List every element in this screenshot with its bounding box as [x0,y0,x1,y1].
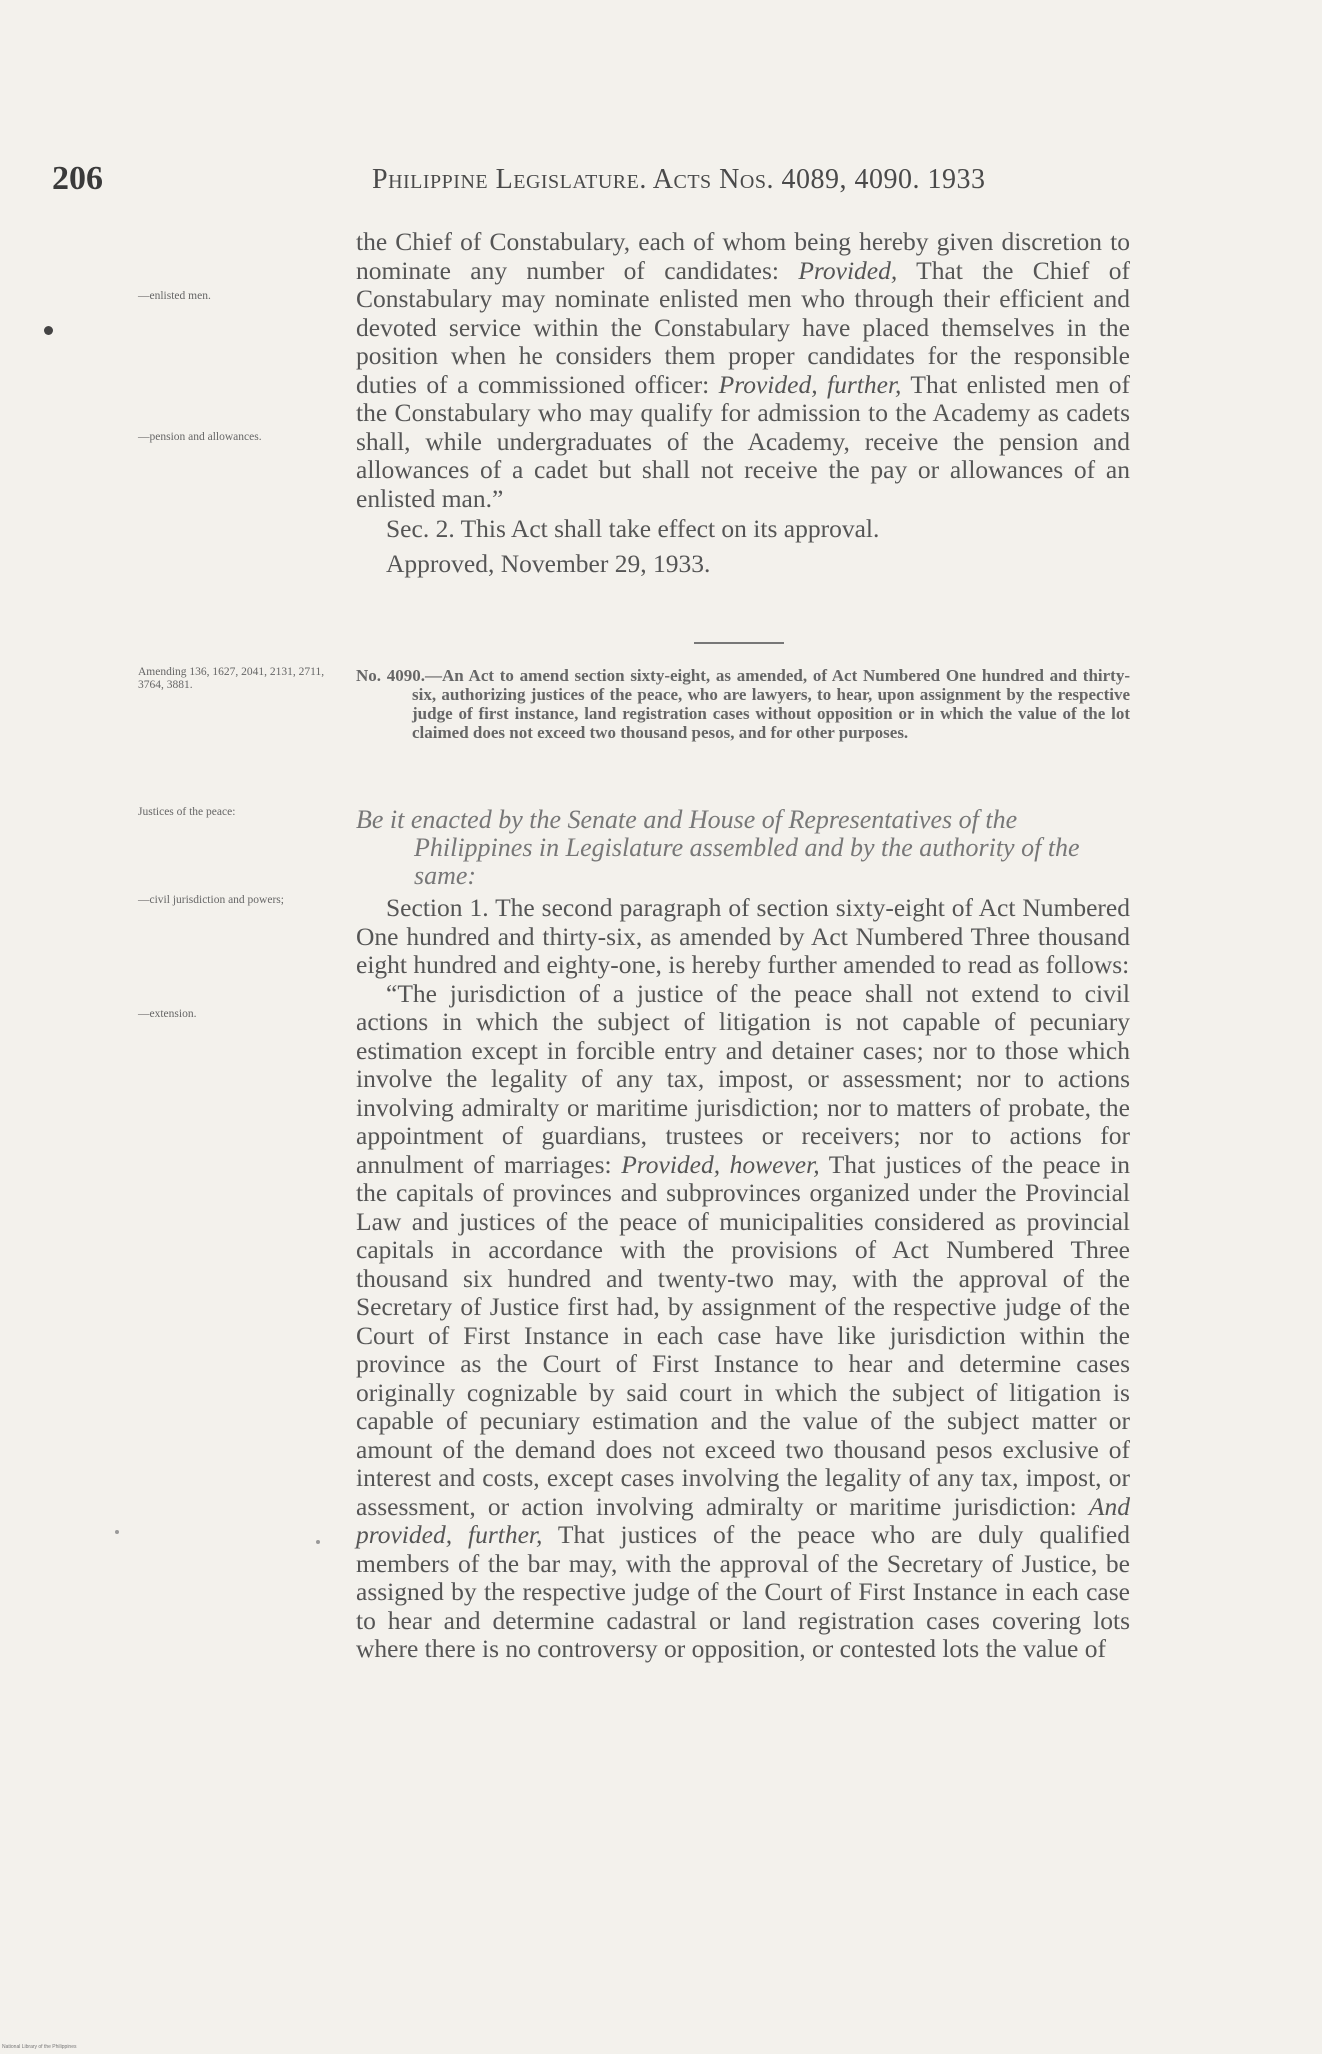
margin-note-extension: —extension. [138,1008,197,1020]
margin-note-justices: Justices of the peace: [138,806,236,818]
enacting-clause-text: Be it enacted by the Senate and House of Representatives of the Philippines in Legislature assembled and by the authority of the same: [356,805,1080,890]
act-4090-body [356,894,1130,1664]
act-4089-sec2: Sec. 2. This Act shall take effect on its approval. [386,514,880,543]
enacting-clause [356,806,1130,890]
archive-stamp: National Library of the Philippines [2,2044,77,2050]
act-4089-para1: the Chief of Constabulary, each of whom being hereby given discretion to nominate any number of candidates: [356,227,1130,285]
margin-note-pension: —pension and allowances. [138,431,262,443]
section-divider [694,642,784,644]
scan-speck [44,326,53,335]
margin-note-enlisted-men: —enlisted men. [138,290,211,302]
proviso1-text: That the Chief of Constabulary may nominate enlisted men who through their efficient and devoted service within the Constabulary have placed themselves in the position when he considers them proper candidates for the responsible duties of a commissioned officer: [356,255,1130,399]
proviso-further-label: And provided, further, [356,1491,1130,1549]
act-4090-section1: Section 1. The second paragraph of section sixty-eight of Act Numbered One hundred and thirty-six, as amended by Act Numbered Three thousand eight hundred and eighty-one, is hereby further amended to read as follows: [356,893,1130,979]
quoted-part-b: That justices of the peace in the capitals of provinces and subprovinces organized under the Provincial Law and justices of the peace of municipalities considered as provincial capitals in accordance with the provisions of Act Numbered Three thousand six hundred and twenty-two may, with the approval of the Secretary of Justice first had, by assignment of the respective judge of the Court of First Instance in each case have like jurisdiction within the province as the Court of First Instance to hear and determine cases originally cognizable by said court in which the subject of litigation is capable of pecuniary estimation and the value of the subject matter or amount of the demand does not exceed two thousand pesos exclusive of interest and costs, except cases involving the legality of any tax, impost, or assessment, or action involving admiralty or maritime jurisdiction: [356,1149,1131,1521]
margin-note-civil-jurisdiction: —civil jurisdiction and powers; [138,894,284,906]
quoted-part-a: “The jurisdiction of a justice of the peace shall not extend to civil actions in which the subject of litigation is not capable of pecuniary estimation except in forcible entry and detainer cases; nor to those which involve the legality of any tax, impost, or assessment; nor to actions involving admiralty or maritime jurisdiction; nor to matters of probate, the appointment of guardians, trustees or receivers; nor to actions for annulment of marriages: [356,978,1130,1179]
scan-speck [115,1530,119,1534]
act-4089-approved: Approved, November 29, 1933. [386,548,711,578]
act-4090-title-text: No. 4090.—An Act to amend section sixty-eight, as amended, of Act Numbered One hundred and thirty-six, authorizing justices of the peace, who are lawyers, to hear, upon assignment by the respective judge of first instance, land registration cases without opposition or in which the value of the lot claimed does not exceed two thousand pesos, and for other purposes. [356,666,1130,742]
running-title: Philippine Legislature. Acts Nos. 4089, 4090. 1933 [372,164,986,195]
proviso-however-label: Provided, however, [621,1149,820,1179]
act-4090-quoted-paragraph [356,980,1130,1664]
act-4089-paragraph [356,228,1130,513]
margin-note-amending: Amending 136, 1627, 2041, 2131, 2711, 3764, 3881. [138,666,325,691]
page-number: 206 [52,160,103,197]
quoted-part-c: That justices of the peace who are duly qualified members of the bar may, with the approval of the Secretary of Justice, be assigned by the respective judge of the Court of First Instance in each case to hear and determine cadastral or land registration cases covering lots where there is no controversy or opposition, or contested lots the value of [356,1520,1130,1663]
proviso2-text: That enlisted men of the Constabulary who may qualify for admission to the Academy as cadets shall, while undergraduates of the Academy, receive the pension and allowances of a cadet but shall not receive the pay or allowances of an enlisted man.” [356,369,1130,513]
proviso1-label: Provided, [798,255,898,285]
act-4090-title [356,666,1130,742]
proviso2-label: Provided, further, [718,369,902,399]
act-4089-body [356,228,1130,578]
page-header [52,160,1122,204]
scan-speck [316,1540,320,1544]
